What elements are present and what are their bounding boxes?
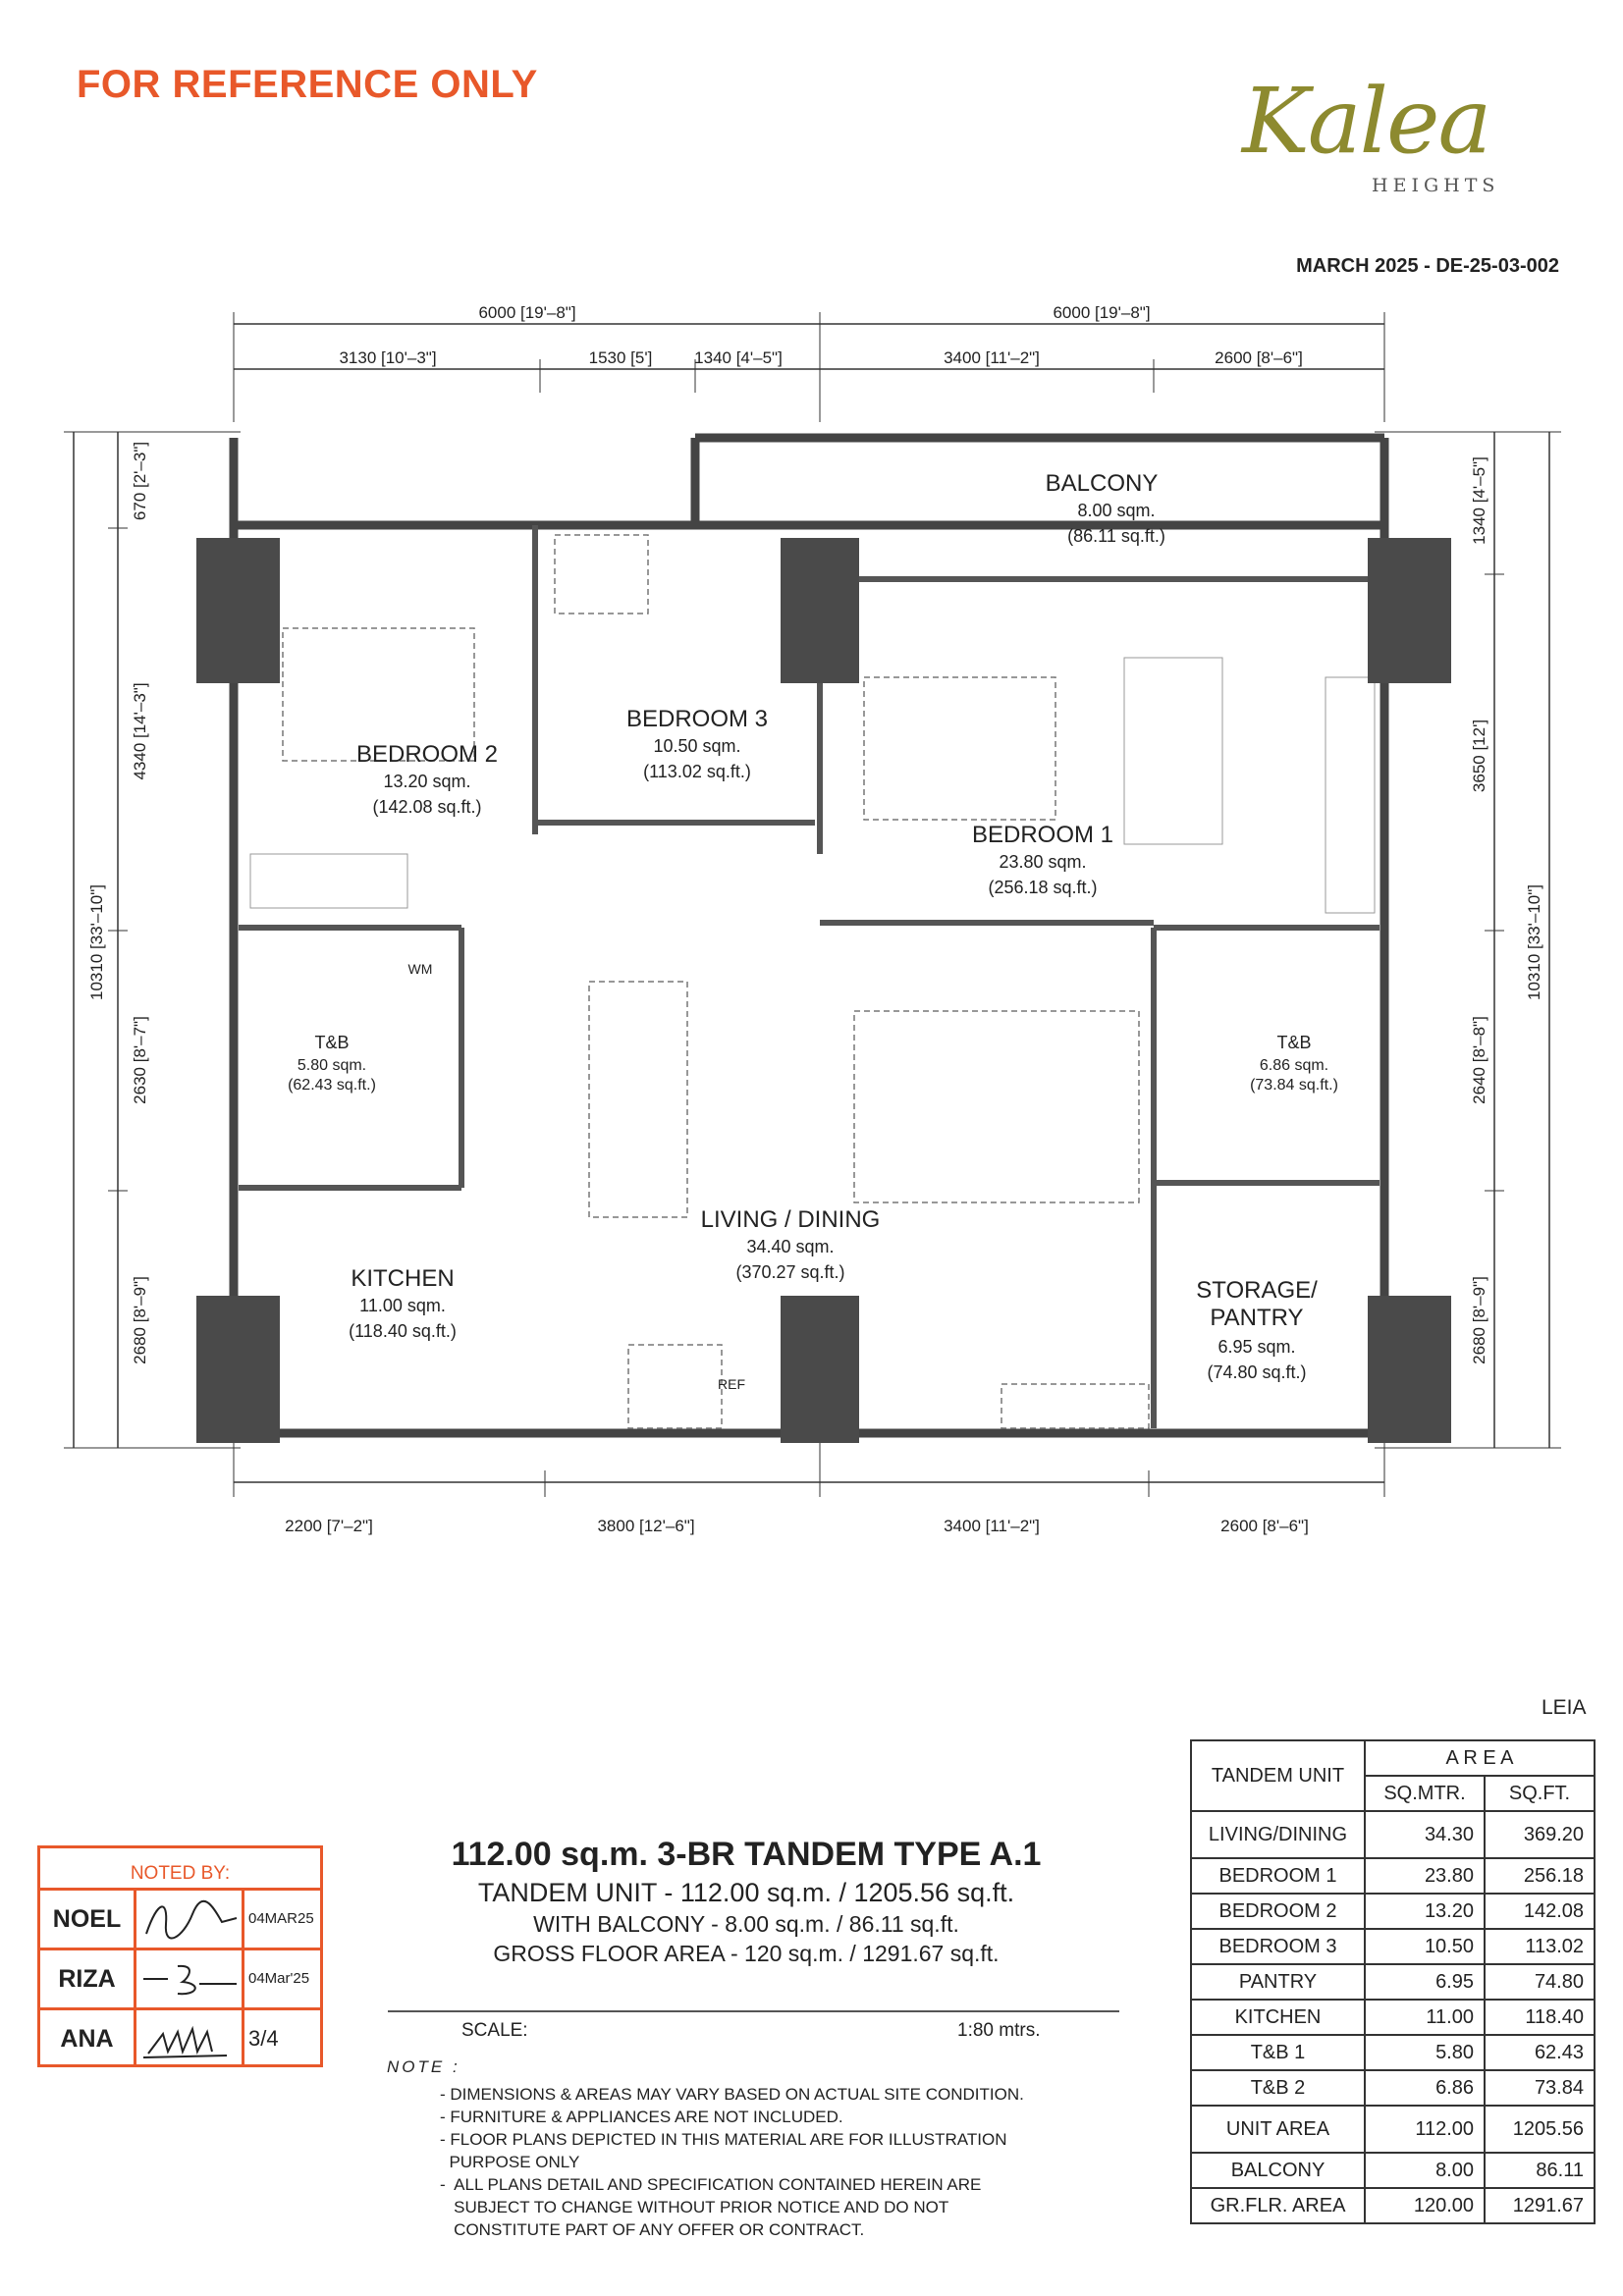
area-row <box>1191 2035 1595 2070</box>
dim-left-2: 4340 [14'–3"] <box>131 682 149 780</box>
dim-left-4: 2680 [8'–9"] <box>131 1276 149 1364</box>
gross-area-line: GROSS FLOOR AREA - 120 sq.m. / 1291.67 sq.ft. <box>493 1941 1000 1966</box>
dim-top-5: 2600 [8'–6"] <box>1215 348 1303 367</box>
area-cell-sqft: 1291.67 <box>1485 2188 1595 2223</box>
dim-right-2: 3650 [12'] <box>1470 719 1488 793</box>
storage-name2: PANTRY <box>1210 1305 1304 1331</box>
area-cell-sqm: 11.00 <box>1365 2000 1485 2035</box>
area-cell-label: BEDROOM 1 <box>1191 1858 1365 1894</box>
kitchen-sqft: (118.40 sq.ft.) <box>349 1321 457 1341</box>
date-code: MARCH 2025 - DE-25-03-002 <box>1296 255 1559 277</box>
area-cell-sqft: 118.40 <box>1485 2000 1595 2035</box>
col-sqft-header: SQ.FT. <box>1485 1776 1595 1811</box>
unit-title: 112.00 sq.m. 3-BR TANDEM TYPE A.1 <box>451 1836 1042 1873</box>
bedroom1-sqm: 23.80 sqm. <box>999 852 1087 872</box>
logo-subtitle: HEIGHTS <box>1372 175 1500 196</box>
bedroom1-name: BEDROOM 1 <box>971 822 1114 848</box>
tb2-sqm: 6.86 sqm. <box>1259 1057 1329 1074</box>
scale-label: SCALE: <box>461 2020 528 2041</box>
area-cell-label: BALCONY <box>1191 2153 1365 2188</box>
area-cell-sqm: 6.86 <box>1365 2070 1485 2106</box>
reference-notice: FOR REFERENCE ONLY <box>77 63 538 106</box>
title-block <box>363 1836 1129 1967</box>
area-cell-sqft: 86.11 <box>1485 2153 1595 2188</box>
sign-date: 04Mar'25 <box>242 1950 320 2007</box>
furniture-outlines <box>283 535 1149 1428</box>
signer-name: NOEL <box>40 1891 136 1948</box>
noted-row <box>40 1891 320 1950</box>
area-row <box>1191 1964 1595 2000</box>
bedroom2-sqft: (142.08 sq.ft.) <box>372 797 482 817</box>
area-row <box>1191 1858 1595 1894</box>
area-row <box>1191 1894 1595 1929</box>
dim-top-overall-1: 6000 [19'–8"] <box>478 303 576 322</box>
area-row <box>1191 2070 1595 2106</box>
dim-bottom-3: 3400 [11'–2"] <box>944 1517 1040 1535</box>
balcony-name: BALCONY <box>1045 470 1159 497</box>
storage-name: STORAGE/ <box>1196 1277 1318 1304</box>
note-item: - FLOOR PLANS DEPICTED IN THIS MATERIAL ARE FOR ILLUSTRATION <box>440 2130 1007 2149</box>
area-row <box>1191 1811 1595 1858</box>
table-tag: LEIA <box>1542 1696 1587 1719</box>
area-cell-label: T&B 2 <box>1191 2070 1365 2106</box>
tb1-sqm: 5.80 sqm. <box>297 1057 367 1074</box>
unit-subtitle: TANDEM UNIT - 112.00 sq.m. / 1205.56 sq.ft. <box>477 1878 1015 1907</box>
noted-by-box <box>37 1845 323 2067</box>
signer-name: ANA <box>40 2010 136 2067</box>
tb2-sqft: (73.84 sq.ft.) <box>1250 1077 1338 1094</box>
logo-wordmark: Kalea <box>1242 69 1490 174</box>
noted-row <box>40 2010 320 2067</box>
noted-by-label: NOTED BY: <box>40 1848 320 1891</box>
area-cell-sqm: 8.00 <box>1365 2153 1485 2188</box>
col-sqm-header: SQ.MTR. <box>1365 1776 1485 1811</box>
area-cell-label: UNIT AREA <box>1191 2106 1365 2153</box>
area-cell-sqft: 74.80 <box>1485 1964 1595 2000</box>
dim-left-1: 670 [2'–3"] <box>131 441 149 521</box>
signature-riza <box>138 1954 242 2003</box>
area-cell-label: PANTRY <box>1191 1964 1365 2000</box>
tb1-sqft: (62.43 sq.ft.) <box>288 1077 376 1094</box>
ref-tag: REF <box>718 1376 745 1392</box>
notes-list <box>440 2083 1137 2241</box>
dim-bottom-1: 2200 [7'–2"] <box>285 1517 373 1535</box>
area-cell-sqft: 256.18 <box>1485 1858 1595 1894</box>
tb2-name: T&B <box>1276 1033 1312 1052</box>
dim-right-4: 2680 [8'–9"] <box>1470 1276 1488 1364</box>
area-cell-sqft: 62.43 <box>1485 2035 1595 2070</box>
area-cell-label: T&B 1 <box>1191 2035 1365 2070</box>
dim-top-overall-2: 6000 [19'–8"] <box>1053 303 1151 322</box>
noted-row <box>40 1950 320 2010</box>
sign-date: 04MAR25 <box>242 1891 320 1948</box>
scale-value: 1:80 mtrs. <box>957 2020 1041 2041</box>
bedroom2-name: BEDROOM 2 <box>355 741 499 768</box>
dim-right-3: 2640 [8'–8"] <box>1470 1016 1488 1104</box>
balcony-line: WITH BALCONY - 8.00 sq.m. / 86.11 sq.ft. <box>533 1911 959 1937</box>
signature-noel <box>138 1895 242 1944</box>
area-cell-label: BEDROOM 3 <box>1191 1929 1365 1964</box>
note-item: - FURNITURE & APPLIANCES ARE NOT INCLUDED. <box>440 2108 843 2126</box>
living-name: LIVING / DINING <box>700 1206 881 1233</box>
note-item: SUBJECT TO CHANGE WITHOUT PRIOR NOTICE AND DO NOT <box>440 2198 949 2216</box>
area-cell-label: GR.FLR. AREA <box>1191 2188 1365 2223</box>
area-cell-sqm: 34.30 <box>1365 1811 1485 1858</box>
col-unit-header: TANDEM UNIT <box>1191 1740 1365 1811</box>
bedroom2-sqm: 13.20 sqm. <box>383 772 471 791</box>
dim-top-4: 3400 [11'–2"] <box>944 348 1040 367</box>
signer-name: RIZA <box>40 1950 136 2007</box>
area-cell-sqft: 142.08 <box>1485 1894 1595 1929</box>
dim-left-3: 2630 [8'–7"] <box>131 1016 149 1104</box>
dim-right-1: 1340 [4'–5"] <box>1470 456 1488 545</box>
area-row <box>1191 1929 1595 1964</box>
living-sqft: (370.27 sq.ft.) <box>735 1262 845 1282</box>
living-sqm: 34.40 sqm. <box>746 1237 835 1256</box>
divider <box>388 2010 1119 2012</box>
area-cell-sqft: 1205.56 <box>1485 2106 1595 2153</box>
note-item: - DIMENSIONS & AREAS MAY VARY BASED ON ACTUAL SITE CONDITION. <box>440 2085 1024 2104</box>
note-item: - ALL PLANS DETAIL AND SPECIFICATION CONTAINED HEREIN ARE <box>440 2175 982 2194</box>
bedroom3-sqm: 10.50 sqm. <box>653 736 741 756</box>
area-cell-sqm: 6.95 <box>1365 1964 1485 2000</box>
area-cell-sqft: 73.84 <box>1485 2070 1595 2106</box>
dim-right-overall: 10310 [33'–10"] <box>1525 884 1543 1000</box>
dim-left-overall: 10310 [33'–10"] <box>87 884 106 1000</box>
kitchen-name: KITCHEN <box>351 1265 455 1292</box>
signature-ana <box>138 2014 242 2063</box>
tb1-name: T&B <box>314 1033 350 1052</box>
storage-sqft: (74.80 sq.ft.) <box>1207 1362 1307 1382</box>
sign-date: 3/4 <box>242 2010 320 2067</box>
area-row <box>1191 2153 1595 2188</box>
bedroom3-name: BEDROOM 3 <box>625 706 769 732</box>
dim-top-2: 1530 [5'] <box>588 348 653 367</box>
area-table <box>1190 1739 1596 2224</box>
area-row <box>1191 2188 1595 2223</box>
note-item: CONSTITUTE PART OF ANY OFFER OR CONTRACT. <box>440 2220 865 2239</box>
area-cell-sqft: 113.02 <box>1485 1929 1595 1964</box>
area-cell-sqm: 23.80 <box>1365 1858 1485 1894</box>
dim-top-3: 1340 [4'–5"] <box>694 348 783 367</box>
storage-sqm: 6.95 sqm. <box>1217 1337 1296 1357</box>
balcony-sqft: (86.11 sq.ft.) <box>1067 526 1165 546</box>
balcony-sqm: 8.00 sqm. <box>1077 501 1156 520</box>
area-cell-sqm: 112.00 <box>1365 2106 1485 2153</box>
note-item: PURPOSE ONLY <box>440 2153 580 2171</box>
area-cell-label: LIVING/DINING <box>1191 1811 1365 1858</box>
col-area-header: A R E A <box>1365 1740 1595 1776</box>
area-cell-sqm: 13.20 <box>1365 1894 1485 1929</box>
area-cell-sqm: 120.00 <box>1365 2188 1485 2223</box>
bedroom1-sqft: (256.18 sq.ft.) <box>988 878 1098 897</box>
area-row <box>1191 2000 1595 2035</box>
notes-header: NOTE : <box>387 2057 460 2076</box>
dim-bottom-4: 2600 [8'–6"] <box>1220 1517 1309 1535</box>
area-cell-label: KITCHEN <box>1191 2000 1365 2035</box>
dim-bottom-2: 3800 [12'–6"] <box>597 1517 695 1535</box>
area-row <box>1191 2106 1595 2153</box>
area-cell-sqft: 369.20 <box>1485 1811 1595 1858</box>
area-cell-label: BEDROOM 2 <box>1191 1894 1365 1929</box>
kitchen-sqm: 11.00 sqm. <box>359 1296 446 1315</box>
area-cell-sqm: 5.80 <box>1365 2035 1485 2070</box>
wm-tag: WM <box>407 961 433 977</box>
dim-top-1: 3130 [10'–3"] <box>339 348 437 367</box>
bedroom3-sqft: (113.02 sq.ft.) <box>643 762 751 781</box>
area-cell-sqm: 10.50 <box>1365 1929 1485 1964</box>
